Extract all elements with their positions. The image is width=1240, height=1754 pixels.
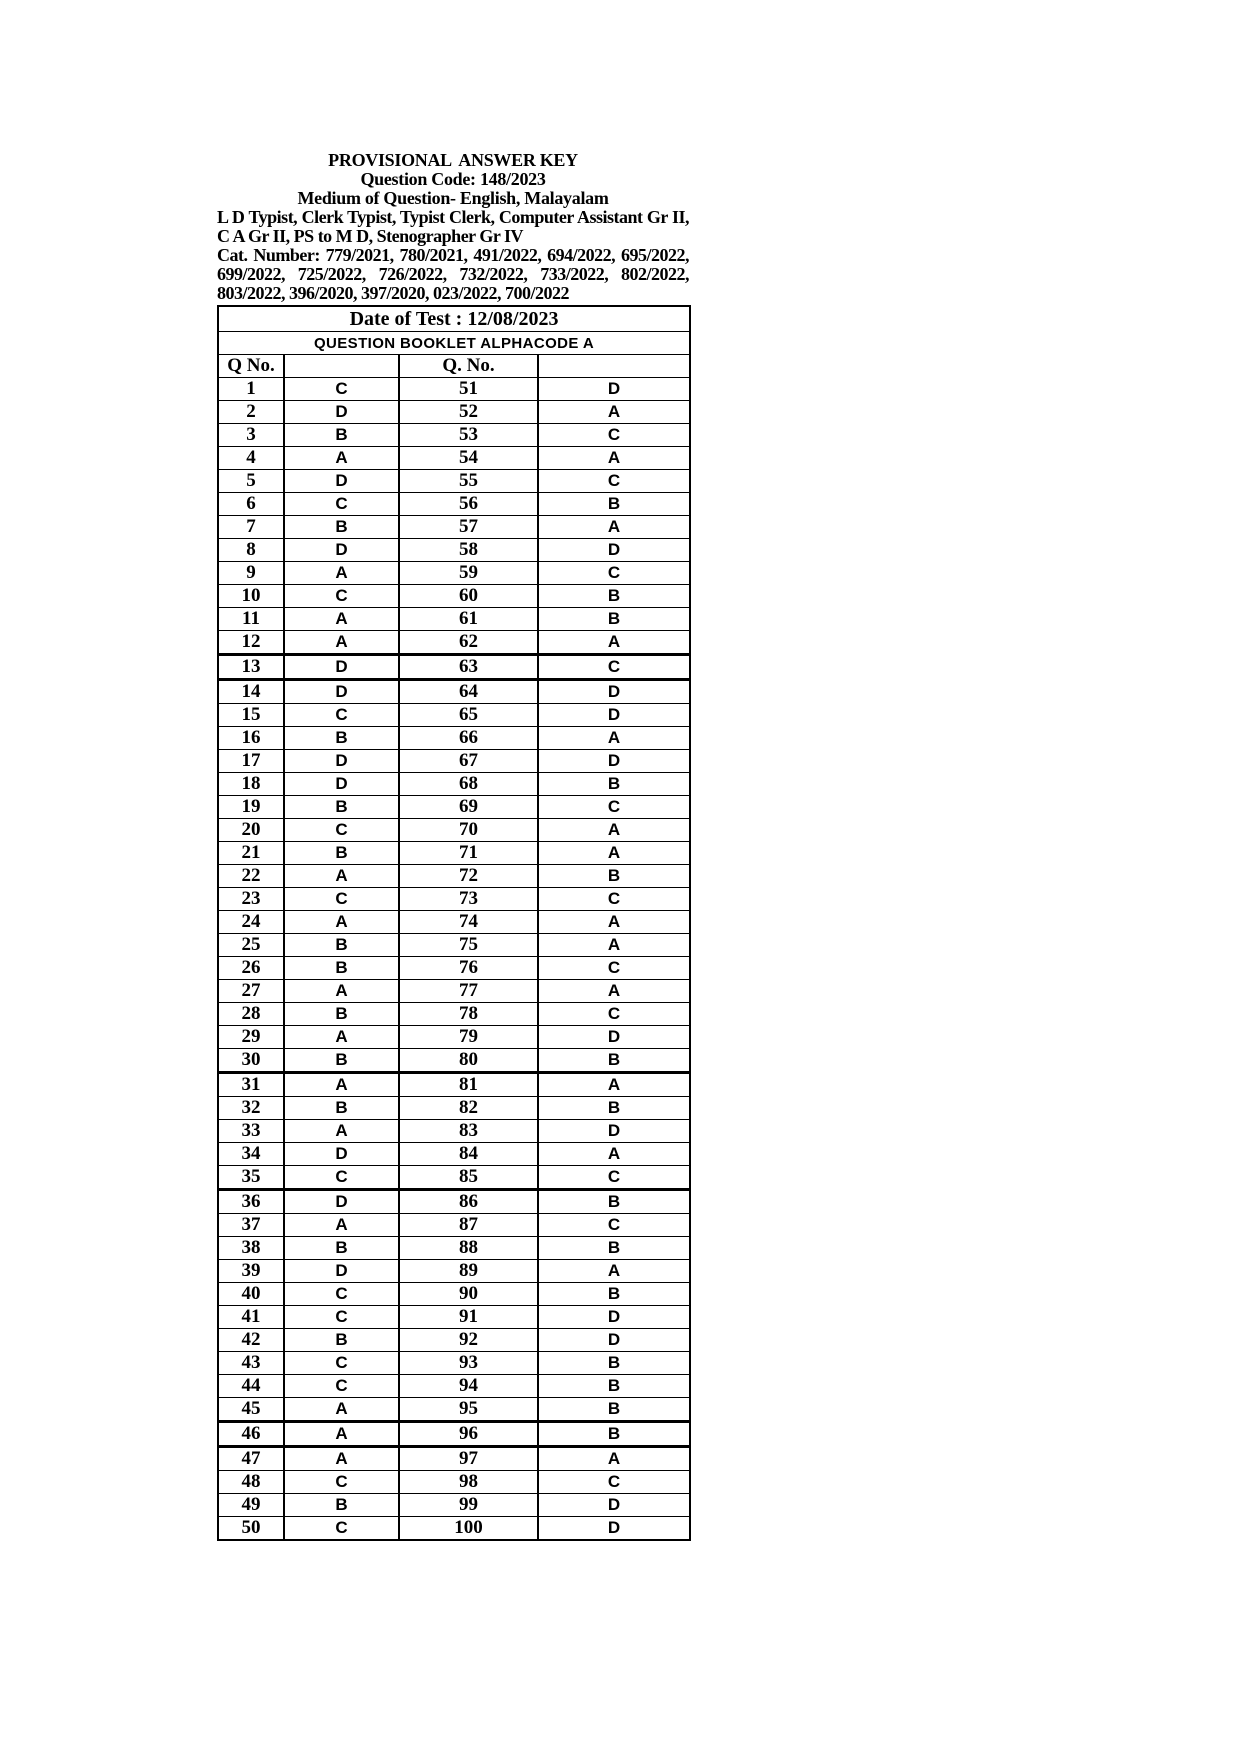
question-number: 80 — [399, 1049, 538, 1073]
medium-line: Medium of Question- English, Malayalam — [297, 188, 609, 208]
question-number: 83 — [399, 1120, 538, 1143]
question-number: 37 — [218, 1214, 284, 1237]
answer-letter: C — [538, 470, 690, 493]
answer-row — [218, 957, 690, 980]
question-number: 72 — [399, 865, 538, 888]
answer-letter: A — [284, 631, 399, 655]
question-number: 63 — [399, 655, 538, 680]
question-number: 84 — [399, 1143, 538, 1166]
question-number: 21 — [218, 842, 284, 865]
question-number: 58 — [399, 539, 538, 562]
question-number: 45 — [218, 1398, 284, 1422]
question-number: 76 — [399, 957, 538, 980]
document-content — [217, 151, 689, 1541]
answer-letter: B — [284, 1329, 399, 1352]
answer-letter: B — [284, 934, 399, 957]
answer-letter: B — [284, 842, 399, 865]
answer-letter: D — [284, 539, 399, 562]
booklet-alphacode-row — [218, 332, 690, 355]
answer-letter: A — [538, 1073, 690, 1097]
answer-row — [218, 842, 690, 865]
answer-letter: A — [284, 865, 399, 888]
answer-letter: A — [538, 401, 690, 424]
col-header-qno-left: Q No. — [218, 355, 284, 378]
answer-letter: B — [538, 865, 690, 888]
answer-letter: B — [284, 727, 399, 750]
question-number: 91 — [399, 1306, 538, 1329]
answer-row — [218, 1471, 690, 1494]
answer-letter: B — [538, 773, 690, 796]
question-number: 43 — [218, 1352, 284, 1375]
answer-row — [218, 631, 690, 655]
question-number: 3 — [218, 424, 284, 447]
question-number: 29 — [218, 1026, 284, 1049]
col-header-answer-right — [538, 355, 690, 378]
question-number: 71 — [399, 842, 538, 865]
answer-letter: C — [538, 1003, 690, 1026]
question-number: 39 — [218, 1260, 284, 1283]
answer-letter: C — [284, 378, 399, 401]
answer-letter: D — [284, 655, 399, 680]
question-number: 19 — [218, 796, 284, 819]
answer-key-table — [217, 305, 691, 1541]
answer-letter: B — [538, 1049, 690, 1073]
question-number: 32 — [218, 1097, 284, 1120]
answer-letter: B — [284, 1097, 399, 1120]
answer-letter: B — [538, 1190, 690, 1214]
question-number: 54 — [399, 447, 538, 470]
answer-row — [218, 888, 690, 911]
question-number: 65 — [399, 704, 538, 727]
question-number: 46 — [218, 1422, 284, 1447]
question-number: 57 — [399, 516, 538, 539]
answer-row — [218, 539, 690, 562]
answer-letter: B — [538, 1283, 690, 1306]
question-number: 67 — [399, 750, 538, 773]
question-number: 61 — [399, 608, 538, 631]
answer-letter: D — [538, 750, 690, 773]
question-number: 64 — [399, 680, 538, 704]
question-number: 18 — [218, 773, 284, 796]
answer-letter: D — [284, 680, 399, 704]
question-number: 2 — [218, 401, 284, 424]
question-number: 31 — [218, 1073, 284, 1097]
answer-row — [218, 1494, 690, 1517]
question-number: 70 — [399, 819, 538, 842]
answer-letter: D — [538, 378, 690, 401]
question-number: 81 — [399, 1073, 538, 1097]
answer-row — [218, 1190, 690, 1214]
question-number: 7 — [218, 516, 284, 539]
question-number: 75 — [399, 934, 538, 957]
question-number: 23 — [218, 888, 284, 911]
question-number: 73 — [399, 888, 538, 911]
question-number: 28 — [218, 1003, 284, 1026]
answer-letter: B — [538, 585, 690, 608]
answer-letter: B — [538, 1398, 690, 1422]
answer-letter: C — [284, 585, 399, 608]
answer-row — [218, 585, 690, 608]
answer-letter: B — [538, 1422, 690, 1447]
answer-letter: A — [284, 1120, 399, 1143]
answer-letter: A — [538, 980, 690, 1003]
answer-letter: A — [284, 447, 399, 470]
answer-letter: D — [284, 1143, 399, 1166]
answer-letter: B — [538, 1352, 690, 1375]
answer-letter: A — [284, 911, 399, 934]
question-number: 77 — [399, 980, 538, 1003]
question-number: 95 — [399, 1398, 538, 1422]
answer-letter: A — [284, 562, 399, 585]
answer-letter: A — [284, 608, 399, 631]
answer-row — [218, 562, 690, 585]
answer-letter: A — [538, 934, 690, 957]
question-number: 100 — [399, 1517, 538, 1541]
answer-row — [218, 1237, 690, 1260]
answer-row — [218, 934, 690, 957]
answer-letter: B — [538, 1375, 690, 1398]
question-number: 41 — [218, 1306, 284, 1329]
answer-row — [218, 1283, 690, 1306]
question-number: 35 — [218, 1166, 284, 1190]
answer-letter: D — [538, 1494, 690, 1517]
answer-row — [218, 1097, 690, 1120]
col-header-answer-left — [284, 355, 399, 378]
question-number: 47 — [218, 1447, 284, 1471]
question-number: 27 — [218, 980, 284, 1003]
answer-letter: B — [538, 608, 690, 631]
answer-row — [218, 1003, 690, 1026]
answer-row — [218, 516, 690, 539]
answer-letter: D — [284, 1190, 399, 1214]
answer-letter: B — [284, 796, 399, 819]
posts-paragraph: L D Typist, Clerk Typist, Typist Clerk, Computer Assistant Gr II, C A Gr II, PS to M D, Stenographer Gr IV — [217, 207, 689, 246]
answer-row — [218, 1375, 690, 1398]
question-number: 1 — [218, 378, 284, 401]
question-number: 20 — [218, 819, 284, 842]
question-number: 9 — [218, 562, 284, 585]
question-number: 79 — [399, 1026, 538, 1049]
question-number: 69 — [399, 796, 538, 819]
answer-letter: D — [284, 470, 399, 493]
answer-row — [218, 704, 690, 727]
answer-letter: C — [538, 1471, 690, 1494]
date-of-test: Date of Test : 12/08/2023 — [218, 306, 690, 332]
answer-letter: C — [538, 888, 690, 911]
answer-row — [218, 470, 690, 493]
answer-letter: B — [538, 1237, 690, 1260]
question-number: 97 — [399, 1447, 538, 1471]
question-number: 33 — [218, 1120, 284, 1143]
answer-letter: D — [284, 1260, 399, 1283]
answer-letter: C — [538, 957, 690, 980]
question-number: 11 — [218, 608, 284, 631]
answer-row — [218, 1120, 690, 1143]
answer-row — [218, 727, 690, 750]
answer-letter: D — [538, 680, 690, 704]
question-number: 87 — [399, 1214, 538, 1237]
answer-letter: B — [284, 1494, 399, 1517]
question-number: 62 — [399, 631, 538, 655]
answer-letter: B — [284, 424, 399, 447]
answer-letter: D — [538, 539, 690, 562]
answer-letter: C — [284, 1306, 399, 1329]
answer-letter: C — [284, 1352, 399, 1375]
answer-row — [218, 1517, 690, 1541]
question-number: 99 — [399, 1494, 538, 1517]
answer-letter: D — [538, 1517, 690, 1541]
category-numbers-paragraph: Cat. Number: 779/2021, 780/2021, 491/2022, 694/2022, 695/2022, 699/2022, 725/2022, 726/2022, 732/2022, 733/2022, 802/2022, 803/2022, 396/2020, 397/2020, 023/2022, 700/2022 — [217, 245, 689, 303]
answer-row — [218, 1398, 690, 1422]
question-number: 44 — [218, 1375, 284, 1398]
answer-letter: A — [538, 842, 690, 865]
answer-letter: A — [284, 1073, 399, 1097]
answer-letter: D — [538, 704, 690, 727]
answer-letter: C — [538, 655, 690, 680]
question-number: 74 — [399, 911, 538, 934]
answer-letter: C — [284, 493, 399, 516]
answer-letter: B — [284, 516, 399, 539]
answer-letter: B — [284, 1049, 399, 1073]
answer-letter: B — [284, 1237, 399, 1260]
question-number: 85 — [399, 1166, 538, 1190]
column-header-row — [218, 355, 690, 378]
answer-row — [218, 1073, 690, 1097]
answer-letter: A — [538, 447, 690, 470]
answer-row — [218, 796, 690, 819]
question-number: 24 — [218, 911, 284, 934]
answer-letter: C — [538, 424, 690, 447]
answer-letter: B — [284, 1003, 399, 1026]
answer-row — [218, 655, 690, 680]
question-number: 94 — [399, 1375, 538, 1398]
answer-letter: B — [284, 957, 399, 980]
question-number: 8 — [218, 539, 284, 562]
col-header-qno-right: Q. No. — [399, 355, 538, 378]
question-number: 48 — [218, 1471, 284, 1494]
page-title: PROVISIONAL ANSWER KEY — [328, 150, 578, 170]
question-number: 25 — [218, 934, 284, 957]
answer-row — [218, 1352, 690, 1375]
answer-letter: C — [284, 1517, 399, 1541]
question-number: 68 — [399, 773, 538, 796]
question-number: 40 — [218, 1283, 284, 1306]
question-number: 82 — [399, 1097, 538, 1120]
answer-row — [218, 773, 690, 796]
answer-letter: A — [284, 1398, 399, 1422]
question-number: 34 — [218, 1143, 284, 1166]
answer-row — [218, 1026, 690, 1049]
question-code-line: Question Code: 148/2023 — [360, 169, 546, 189]
question-number: 16 — [218, 727, 284, 750]
answer-row — [218, 1329, 690, 1352]
answer-letter: D — [284, 401, 399, 424]
answer-letter: A — [538, 1447, 690, 1471]
question-number: 4 — [218, 447, 284, 470]
question-number: 26 — [218, 957, 284, 980]
question-number: 17 — [218, 750, 284, 773]
answer-letter: D — [538, 1120, 690, 1143]
question-number: 56 — [399, 493, 538, 516]
answer-letter: D — [538, 1026, 690, 1049]
answer-letter: D — [284, 750, 399, 773]
answer-letter: C — [284, 819, 399, 842]
answer-letter: C — [284, 888, 399, 911]
question-number: 15 — [218, 704, 284, 727]
answer-letter: A — [284, 1422, 399, 1447]
question-number: 78 — [399, 1003, 538, 1026]
answer-row — [218, 1143, 690, 1166]
answer-row — [218, 608, 690, 631]
answer-row — [218, 1166, 690, 1190]
question-number: 92 — [399, 1329, 538, 1352]
answer-row — [218, 1260, 690, 1283]
question-number: 50 — [218, 1517, 284, 1541]
answer-letter: C — [538, 562, 690, 585]
answer-letter: C — [284, 1471, 399, 1494]
answer-row — [218, 1422, 690, 1447]
question-number: 38 — [218, 1237, 284, 1260]
question-number: 86 — [399, 1190, 538, 1214]
question-number: 36 — [218, 1190, 284, 1214]
answer-letter: C — [538, 1166, 690, 1190]
answer-letter: A — [538, 911, 690, 934]
question-number: 88 — [399, 1237, 538, 1260]
answer-letter: C — [538, 796, 690, 819]
question-number: 51 — [399, 378, 538, 401]
question-number: 14 — [218, 680, 284, 704]
question-number: 89 — [399, 1260, 538, 1283]
answer-letter: A — [284, 1026, 399, 1049]
answer-row — [218, 680, 690, 704]
answer-letter: A — [538, 1143, 690, 1166]
answer-row — [218, 493, 690, 516]
question-number: 60 — [399, 585, 538, 608]
answer-row — [218, 750, 690, 773]
question-number: 42 — [218, 1329, 284, 1352]
answer-letter: D — [538, 1306, 690, 1329]
answer-row — [218, 980, 690, 1003]
answer-letter: A — [284, 1214, 399, 1237]
question-number: 49 — [218, 1494, 284, 1517]
answer-letter: B — [538, 1097, 690, 1120]
question-number: 5 — [218, 470, 284, 493]
answer-row — [218, 911, 690, 934]
answer-letter: C — [284, 1375, 399, 1398]
question-number: 12 — [218, 631, 284, 655]
answer-row — [218, 378, 690, 401]
answer-row — [218, 1447, 690, 1471]
question-number: 52 — [399, 401, 538, 424]
answer-row — [218, 424, 690, 447]
question-number: 90 — [399, 1283, 538, 1306]
answer-row — [218, 819, 690, 842]
question-number: 66 — [399, 727, 538, 750]
question-number: 59 — [399, 562, 538, 585]
answer-row — [218, 1306, 690, 1329]
answer-letter: C — [284, 1166, 399, 1190]
question-number: 13 — [218, 655, 284, 680]
answer-letter: A — [538, 727, 690, 750]
answer-letter: C — [538, 1214, 690, 1237]
answer-letter: B — [538, 493, 690, 516]
answer-row — [218, 401, 690, 424]
question-number: 55 — [399, 470, 538, 493]
answer-row — [218, 1049, 690, 1073]
answer-letter: A — [538, 819, 690, 842]
booklet-alphacode: QUESTION BOOKLET ALPHACODE A — [218, 332, 690, 355]
answer-letter: A — [538, 516, 690, 539]
answer-row — [218, 1214, 690, 1237]
answer-letter: C — [284, 1283, 399, 1306]
answer-letter: A — [284, 1447, 399, 1471]
answer-letter: A — [284, 980, 399, 1003]
answer-row — [218, 865, 690, 888]
answer-letter: A — [538, 1260, 690, 1283]
question-number: 53 — [399, 424, 538, 447]
question-number: 98 — [399, 1471, 538, 1494]
answer-letter: A — [538, 631, 690, 655]
answer-letter: C — [284, 704, 399, 727]
date-of-test-row — [218, 306, 690, 332]
question-number: 10 — [218, 585, 284, 608]
question-number: 93 — [399, 1352, 538, 1375]
answer-letter: D — [284, 773, 399, 796]
question-number: 6 — [218, 493, 284, 516]
question-number: 22 — [218, 865, 284, 888]
question-number: 30 — [218, 1049, 284, 1073]
answer-letter: D — [538, 1329, 690, 1352]
answer-row — [218, 447, 690, 470]
question-number: 96 — [399, 1422, 538, 1447]
